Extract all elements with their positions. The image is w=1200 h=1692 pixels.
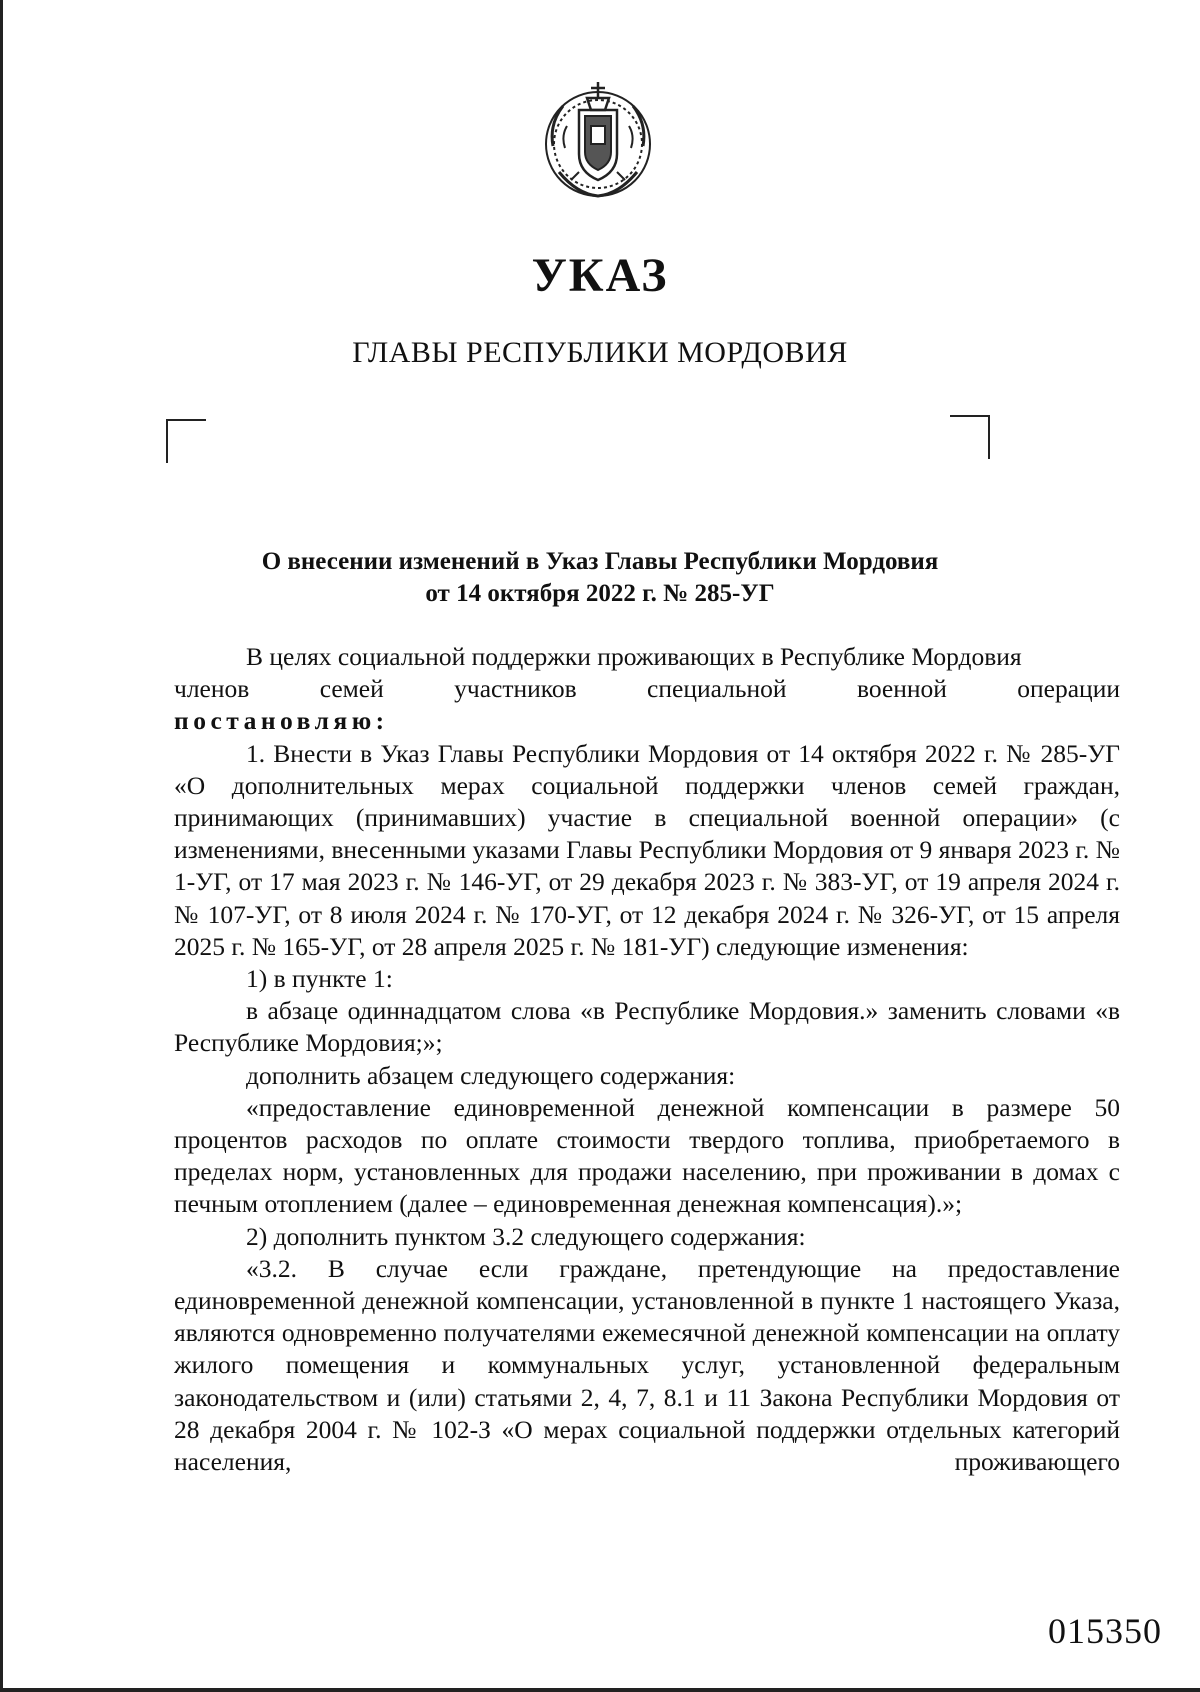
- preamble-line-2: членов семей участников специальной военной операции: [174, 674, 1120, 704]
- paragraph-7: «3.2. В случае если граждане, претендующие на предоставление единовременной денежной компенсации, установленной в пункте 1 настоящего Указа, являются одновременно получателями ежемесячной денежной компенсации на оплату жилого помещения и коммунальных услуг, установленной федеральным законодательством и (или) статьями 2, 4, 7, 8.1 и 11 Закона Республики Мордовия от 28 декабря 2004 г. № 102-З «О мерах социальной поддержки отдельных категорий населения, проживающего: [174, 1253, 1120, 1477]
- document-heading: [0, 546, 1200, 610]
- paragraph-5: «предоставление единовременной денежной компенсации в размере 50 процентов расходов по оплате стоимости твердого топлива, приобретаемого в пределах норм, установленных для продажи населению, при проживании в домах с печным отоплением (далее – единовременная денежная компенсация).»;: [174, 1092, 1120, 1219]
- document-title: УКАЗ: [531, 249, 669, 302]
- address-bracket-left: [166, 419, 206, 463]
- preamble-decree: [174, 705, 1120, 737]
- document-subtitle: ГЛАВЫ РЕСПУБЛИКИ МОРДОВИЯ: [352, 336, 848, 369]
- preamble-line-1: В целях социальной поддержки проживающих в Республике Мордовия: [246, 642, 1022, 671]
- paragraph-4: дополнить абзацем следующего содержания:: [246, 1060, 736, 1090]
- heading-line-2: от 14 октября 2022 г. № 285-УГ: [425, 580, 775, 607]
- document-body: [174, 641, 1120, 1478]
- decree-word: постановляю:: [174, 706, 389, 736]
- paragraph-2: 1) в пункте 1:: [246, 964, 393, 994]
- document-serial-number: 015350: [1048, 1611, 1162, 1651]
- heading-line-1: О внесении изменений в Указ Главы Республики Мордовия: [261, 548, 939, 575]
- coat-of-arms-emblem: [537, 76, 659, 204]
- paragraph-3: в абзаце одиннадцатом слова «в Республике Мордовия.» заменить словами «в Республике Мордовия;»;: [174, 996, 1120, 1058]
- address-bracket-right: [950, 415, 990, 459]
- scan-border-bottom: [0, 1688, 1200, 1692]
- paragraph-6: 2) дополнить пунктом 3.2 следующего содержания:: [246, 1221, 806, 1251]
- paragraph-1: 1. Внести в Указ Главы Республики Мордовия от 14 октября 2022 г. № 285-УГ «О дополнительных мерах социальной поддержки членов семей граждан, принимающих (принимавших) участие в специальной военной операции» (с изменениями, внесенными указами Главы Республики Мордовия от 9 января 2023 г. № 1-УГ, от 17 мая 2023 г. № 146-УГ, от 29 декабря 2023 г. № 383-УГ, от 19 апреля 2024 г. № 107-УГ, от 8 июля 2024 г. № 170-УГ, от 12 декабря 2024 г. № 326-УГ, от 15 апреля 2025 г. № 165-УГ, от 28 апреля 2025 г. № 181-УГ) следующие изменения:: [174, 738, 1120, 961]
